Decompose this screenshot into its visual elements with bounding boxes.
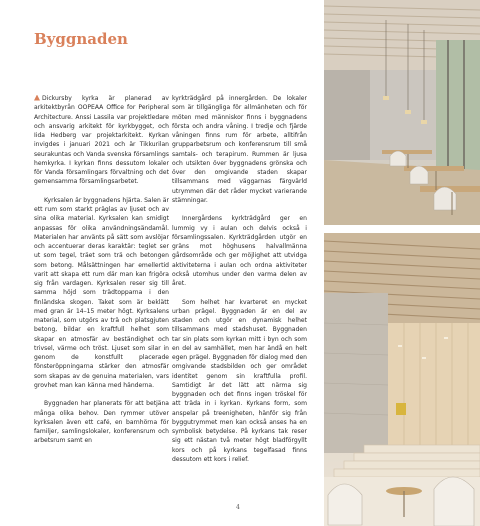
page-title: Byggnaden [34,30,128,48]
intro-text: Dickursby kyrka är planerad av arkitektbyrån OOPEAA Office for Peripheral Architecture. Anssi Lassila var projektledare och ansvarig arkitekt för kyrkbygget, och Iida Hedberg var projektarkitekt. Kyrkan invigdes i januari 2021 och är Tikkurilan seurakuntas och Vanda svenska församlings hemkyrka. I kyrkan finns dessutom lokaler för Vanda församlingars förvaltning och det gemensamma församlingsarbetet. [34,95,169,186]
church-aula-illustration [324,233,480,526]
paragraph: Som helhet har kvarteret en mycket urban prägel. Byggnaden är en del av staden och utgör en dynamisk helhet tillsammans med stadshuset. Byggnaden tar sin plats som kyrkan mitt i byn och som en del av samhället, men har ändå en helt egen prägel. Byggnaden för dialog med den omgivande stadsbilden och ger området identitet genom sin kraftfulla profil. Samtidigt är det lätt att närma sig byggnaden och det finns ingen tröskel för att träda in i kyrkan. Kyrkans form, som anspelar på treenigheten, hänför sig från byggutrymmet men kan också anses ha en symbolisk betydelse. På kyrkans tak reser sig ett nästan två meter högt bladförgyllt kors och på kyrkans tegelfasad finns dessutom ett kors i relief. [172,298,307,463]
intro-paragraph [34,94,169,187]
paragraph: Byggnaden har planerats för att betjäna många olika behov. Den rymmer utöver kyrksalen även ett café, en barnhörna för familjer, samlingslokaler, konferensrum och arbetsrum samt en [34,400,169,445]
paragraph: Kyrksalen är byggnadens hjärta. Salen är ett rum som starkt präglas av ljuset och av sina olika material. Kyrksalen kan smidigt anpassas för olika användningsändamål. Materialen har använts på sätt som avslöjar och accentuerar deras karaktär: teglet ser ut som tegel, träet som trä och betongen som betong. Målsättningen har emellertid varit att skapa ett rum där man kan frigöra sig från vardagen. Kyrksalen reser sig till samma höjd som trädtopparna i den finländska skogen. Taket som är beklätt med gran är 14–15 meter högt. Kyrksalens material, som utgörs av trä och platsgjuten betong, bildar en kraftfull helhet som skapar en atmosfär av beständighet och trivsel, värme och tröst. Ljuset som silar in genom de konstfullt placerade fönsteröppningarna stärker den atmosfär som skapas av de genuina materialen, vars grovhet man kan känna med händerna. [34,196,169,389]
paragraph: Innergårdens kyrkträdgård ger en lummig vy i aulan och delvis också i församlingssalen. Kyrkträdgården utgör en gräns mot höghusens halvallmänna gårdsområde och ger möjlighet att utvidga aktiviteterna i aulan och ordna aktiviteter också utomhus under den varma delen av året. [172,215,307,287]
church-aula-photo [324,233,480,526]
paragraph: kyrkträdgård på innergården. De lokaler som är tillgängliga för allmänheten och för möten med människor finns i byggnadens första och andra våning. I tredje och fjärde våningen finns rum för arbete, alltifrån grupparbetsrum och konferensrum till små samtals- och terapirum. Rummen är ljusa och utsikten över byggnadens grönska och över den omgivande staden skapar tillsammans med väggarnas färgvärld utrymmen där det råder mycket varierande stämningar. [172,95,307,204]
page-number: 4 [236,504,240,511]
text-column-left [34,94,169,455]
cafe-interior-photo [324,0,480,225]
cafe-interior-illustration [324,0,480,225]
triangle-bullet-icon [34,95,40,101]
text-column-right [172,94,307,473]
